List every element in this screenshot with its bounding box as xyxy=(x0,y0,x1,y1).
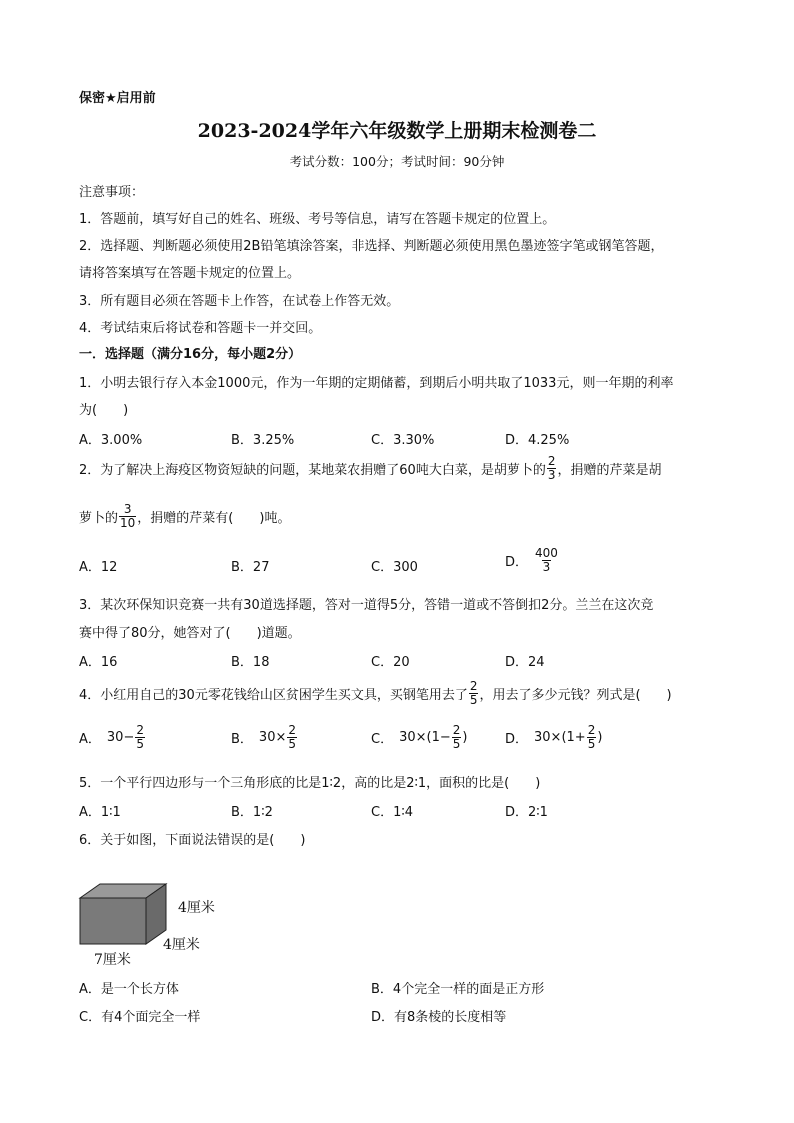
q4-option-a-fraction: $\frac{2}{5}$ xyxy=(136,723,144,751)
q2-line2-a: 萝卜的 xyxy=(79,511,119,526)
notice-item: 1．答题前，填写好自己的姓名、班级、考号等信息，请写在答题卡规定的位置上。 xyxy=(79,212,556,227)
q2-line2-b: ，捐赠的芹菜有( )吨。 xyxy=(137,511,291,526)
question-1-text: 1．小明去银行存入本金1000元，作为一年期的定期储蓄，到期后小明共取了1033元，则一年期的利率 xyxy=(79,376,674,391)
q5-option-b[interactable]: B．1∶2 xyxy=(231,805,273,820)
q4-option-b[interactable]: B． 30× $\frac{2}{5}$ xyxy=(231,723,296,751)
notice-heading: 注意事项： xyxy=(79,185,145,200)
q4-fraction: $\frac{2}{5}$ xyxy=(469,679,478,707)
notice-item: 请将答案填写在答题卡规定的位置上。 xyxy=(79,266,301,281)
q2-option-d-fraction: $\frac{400}{3}$ xyxy=(535,546,558,574)
label-height: 4厘米 xyxy=(178,900,215,916)
q2-option-c[interactable]: C．300 xyxy=(371,560,418,575)
question-2-text xyxy=(79,455,661,482)
question-1-text-cont: 为( ) xyxy=(79,403,129,418)
q1-option-d[interactable]: D．4.25% xyxy=(505,433,570,448)
q2-fraction-1: $\frac{2}{3}$ xyxy=(547,454,556,482)
label-depth: 4厘米 xyxy=(163,937,200,953)
q2-option-a[interactable]: A．12 xyxy=(79,560,118,575)
q1-option-a[interactable]: A．3.00% xyxy=(79,433,143,448)
q1-option-b[interactable]: B．3.25% xyxy=(231,433,295,448)
q6-option-a[interactable]: A．是一个长方体 xyxy=(79,982,179,997)
q4-option-b-fraction: $\frac{2}{5}$ xyxy=(288,723,296,751)
q6-option-b[interactable]: B．4个完全一样的面是正方形 xyxy=(371,982,545,997)
q6-option-c[interactable]: C．有4个面完全一样 xyxy=(79,1010,201,1025)
question-4-text xyxy=(79,680,672,707)
question-3-text: 3．某次环保知识竞赛一共有30道选择题，答对一道得5分，答错一道或不答倒扣2分。兰兰在这次竞 xyxy=(79,598,654,613)
q5-option-a[interactable]: A．1∶1 xyxy=(79,805,121,820)
q4-option-d-fraction: $\frac{2}{5}$ xyxy=(587,723,596,751)
q2-option-b[interactable]: B．27 xyxy=(231,560,270,575)
q1-option-c[interactable]: C．3.30% xyxy=(371,433,435,448)
q5-option-d[interactable]: D．2∶1 xyxy=(505,805,548,820)
q3-option-d[interactable]: D．24 xyxy=(505,655,545,670)
q4-line1-b: ，用去了多少元钱？列式是( ) xyxy=(479,688,672,703)
q3-option-b[interactable]: B．18 xyxy=(231,655,270,670)
question-3-text-cont: 赛中得了80分，她答对了( )道题。 xyxy=(79,626,301,641)
notice-item: 2．选择题、判断题必须使用2B铅笔填涂答案，非选择、判断题必须使用黑色墨迹签字笔或钢笔答题， xyxy=(79,239,664,254)
q2-option-d[interactable]: D． $\frac{400}{3}$ xyxy=(505,546,558,574)
section-heading: 一．选择题（满分16分，每小题2分） xyxy=(79,347,302,362)
question-5-text: 5．一个平行四边形与一个三角形底的比是1∶2，高的比是2∶1，面积的比是( ) xyxy=(79,776,541,791)
q4-option-c-fraction: $\frac{2}{5}$ xyxy=(452,723,461,751)
notice-item: 3．所有题目必须在答题卡上作答，在试卷上作答无效。 xyxy=(79,294,400,309)
q4-line1-a: 4．小红用自己的30元零花钱给山区贫困学生买文具，买钢笔用去了 xyxy=(79,688,468,703)
label-length: 7厘米 xyxy=(94,952,131,968)
q4-option-c[interactable]: C． 30×(1− $\frac{2}{5}$ ) xyxy=(371,723,468,751)
q5-option-c[interactable]: C．1∶4 xyxy=(371,805,414,820)
exam-title: 2023-2024学年六年级数学上册期末检测卷二 xyxy=(197,120,597,142)
question-2-text-cont xyxy=(79,503,290,530)
question-6-text: 6．关于如图，下面说法错误的是( ) xyxy=(79,833,306,848)
q4-option-a[interactable]: A． 30− $\frac{2}{5}$ xyxy=(79,723,144,751)
q6-option-d[interactable]: D．有8条棱的长度相等 xyxy=(371,1010,507,1025)
q2-line1-a: 2．为了解决上海疫区物资短缺的问题，某地菜农捐赠了60吨大白菜，是胡萝卜的 xyxy=(79,463,546,478)
cuboid-front-face xyxy=(80,898,146,944)
q2-line1-b: ，捐赠的芹菜是胡 xyxy=(557,463,662,478)
exam-info: 考试分数：100分；考试时间：90分钟 xyxy=(289,154,505,169)
q2-fraction-2: $\frac{3}{10}$ xyxy=(120,502,136,530)
q3-option-a[interactable]: A．16 xyxy=(79,655,118,670)
q3-option-c[interactable]: C．20 xyxy=(371,655,410,670)
confidential-label: 保密★启用前 xyxy=(79,91,156,106)
q4-option-d[interactable]: D． 30×(1+ $\frac{2}{5}$ ) xyxy=(505,723,603,751)
notice-item: 4．考试结束后将试卷和答题卡一并交回。 xyxy=(79,321,322,336)
